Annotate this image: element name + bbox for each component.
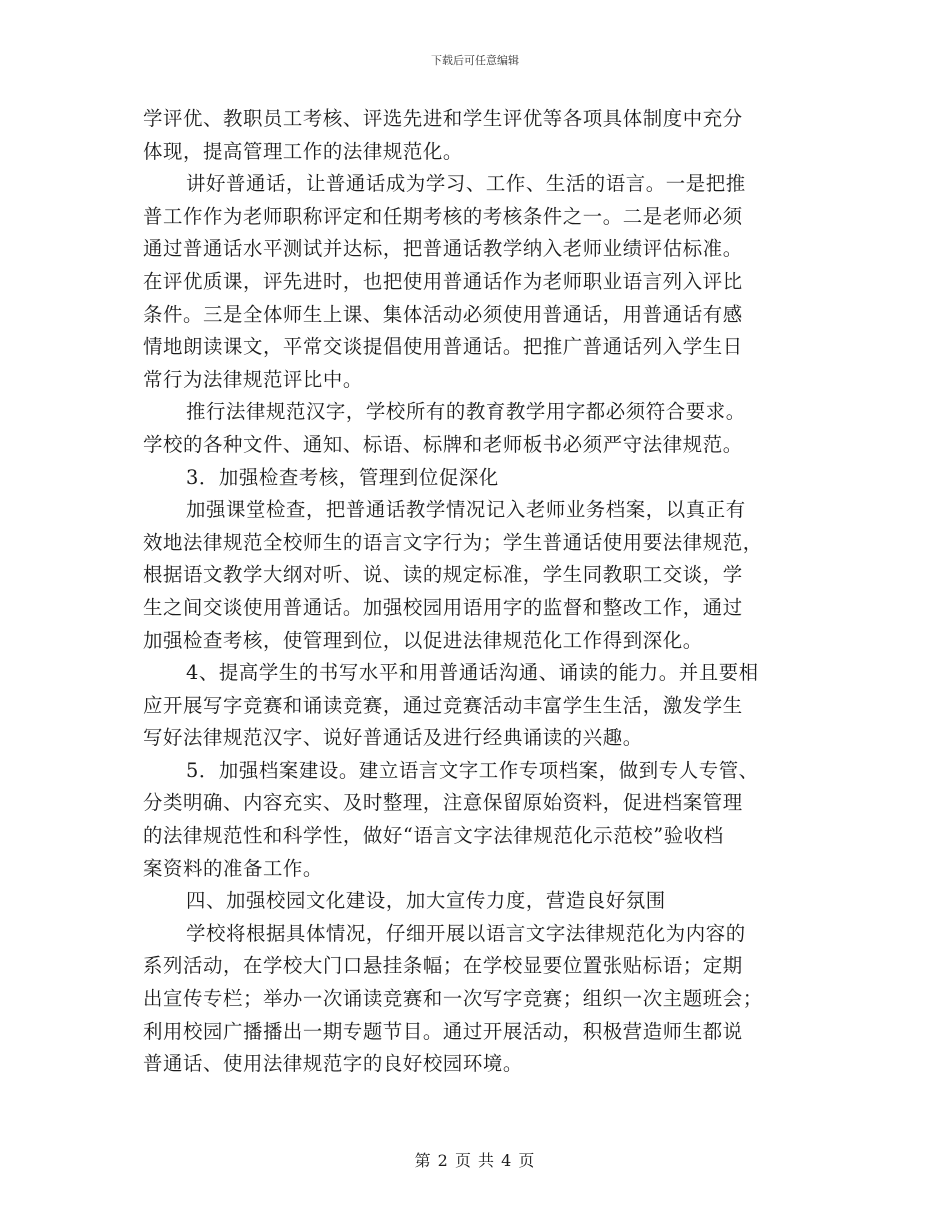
text-line: 利用校园广播播出一期专题节目。通过开展活动，积极营造师生都说 [143,1019,743,1043]
page-header: 下载后可任意编辑 [431,54,519,67]
text-line: 效地法律规范全校师生的语言文字行为；学生普通话使用要法律规范， [143,530,763,554]
text-line: 根据语文教学大纲对听、说、读的规定标准，学生同教职工交谈，学 [143,563,743,587]
text-line: 生之间交谈使用普通话。加强校园用语用字的监督和整改工作，通过 [143,595,743,619]
text-line: 分类明确、内容充实、及时整理，注意保留原始资料，促进档案管理 [143,791,743,815]
text-line: 体现，提高管理工作的法律规范化。 [143,139,463,163]
page-number: 第 2 页 共 4 页 [414,1151,536,1170]
text-line: 在评优质课，评先进时，也把使用普通话作为老师职业语言列入评比 [143,269,743,293]
text-line: 加强课堂检查，把普通话教学情况记入老师业务档案，以真正有 [186,498,746,522]
text-line: 学校的各种文件、通知、标语、标牌和老师板书必须严守法律规范。 [143,432,743,456]
text-line: 讲好普通话，让普通话成为学习、工作、生活的语言。一是把推 [186,172,746,196]
document-body [143,103,811,1081]
section-heading: 3．加强检查考核，管理到位促深化 [186,465,499,489]
text-line: 出宣传专栏；举办一次诵读竞赛和一次写字竞赛；组织一次主题班会； [143,987,763,1011]
text-line: 推行法律规范汉字，学校所有的教育教学用字都必须符合要求。 [186,400,746,424]
text-line: 系列活动，在学校大门口悬挂条幅；在学校显要位置张贴标语；定期 [143,954,743,978]
text-line: 写好法律规范汉字、说好普通话及进行经典诵读的兴趣。 [143,726,643,750]
text-line: 4、提高学生的书写水平和用普通话沟通、诵读的能力。并且要相 [186,661,759,685]
text-line: 加强检查考核，使管理到位，以促进法律规范化工作得到深化。 [143,628,703,652]
section-heading: 四、加强校园文化建设，加大宣传力度，营造良好氛围 [186,889,666,913]
text-line: 应开展写字竞赛和诵读竞赛，通过竞赛活动丰富学生生活，激发学生 [143,693,743,717]
text-line: 案资料的准备工作。 [143,856,323,880]
text-line: 情地朗读课文，平常交谈提倡使用普通话。把推广普通话列入学生日 [143,335,743,359]
text-line: 常行为法律规范评比中。 [143,367,363,391]
text-line: 5．加强档案建设。建立语言文字工作专项档案，做到专人专管、 [186,758,759,782]
text-line: 学评优、教职员工考核、评选先进和学生评优等各项具体制度中充分 [143,107,743,130]
text-line: 通过普通话水平测试并达标，把普通话教学纳入老师业绩评估标准。 [143,237,743,261]
text-line: 普工作作为老师职称评定和任期考核的考核条件之一。二是老师必须 [143,204,743,228]
text-line: 的法律规范性和科学性，做好“语言文字法律规范化示范校”验收档 [143,824,724,848]
text-line: 条件。三是全体师生上课、集体活动必须使用普通话，用普通话有感 [143,302,743,326]
text-line: 普通话、使用法律规范字的良好校园环境。 [143,1052,523,1076]
text-line: 学校将根据具体情况，仔细开展以语言文字法律规范化为内容的 [186,921,746,945]
